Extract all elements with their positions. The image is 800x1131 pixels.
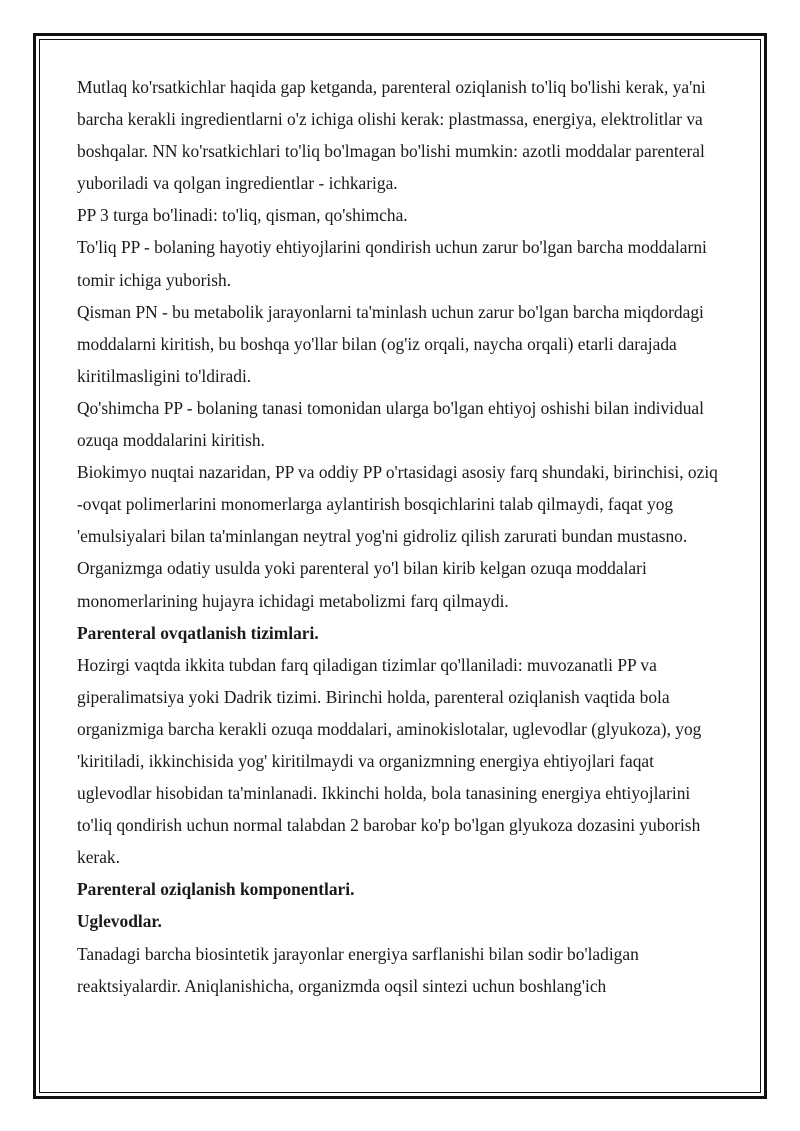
paragraph-partial-pn: Qisman PN - bu metabolik jarayonlarni ta'minlash uchun zarur bo'lgan barcha miqdordagi moddalarni kiritish, bu boshqa yo'llar bilan (og'iz orqali, naycha orqali) etarli darajada kiritilmasligini to'ldiradi. [77, 301, 704, 386]
heading-nutrition-systems: Parenteral ovqatlanish tizimlari. [77, 622, 319, 643]
heading-carbohydrates: Uglevodlar. [77, 911, 162, 932]
heading-nutrition-components: Parenteral oziqlanish komponentlari. [77, 879, 355, 900]
paragraph-nutrition-systems: Hozirgi vaqtda ikkita tubdan farq qiladigan tizimlar qo'llaniladi: muvozanatli PP va giperalimatsiya yoki Dadrik tizimi. Birinchi holda, parenteral oziqlanish vaqtida bola organizmiga barcha kerakli ozuqa moddalari, aminokislotalar, uglevodlar (glyukoza), yog 'kiritiladi, ikkinchisida yog' kiritilmaydi va organizmning energiya ehtiyojlari faqat uglevodlar hisobidan ta'minlanadi. Ikkinchi holda, bola tanasining energiya ehtiyojlarini to'liq qondirish uchun normal talabdan 2 barobar ko'p bo'lgan glyukoza dozasini yuborish kerak. [77, 654, 702, 868]
paragraph-pp-types: PP 3 turga bo'linadi: to'liq, qisman, qo'shimcha. [77, 205, 408, 226]
paragraph-supplementary-pp: Qo'shimcha PP - bolaning tanasi tomonidan ularga bo'lgan ehtiyoj oshishi bilan individual ozuqa moddalarini kiritish. [77, 397, 704, 451]
paragraph-biochemistry-difference: Biokimyo nuqtai nazaridan, PP va oddiy PP o'rtasidagi asosiy farq shundaki, birinchisi, oziq -ovqat polimerlarini monomerlarga aylantirish bosqichlarini talab qilmaydi, faqat yog 'emulsiyalari bilan ta'minlangan neytral yog'ni gidroliz qilish zarurati bundan mustasno. Organizmga odatiy usulda yoki parenteral yo'l bilan kirib kelgan ozuqa moddalari monomerlarining hujayra ichidagi metabolizmi farq qilmaydi. [77, 462, 718, 611]
document-body [77, 71, 727, 1002]
paragraph-parenteral-nutrition-completeness: Mutlaq ko'rsatkichlar haqida gap ketganda, parenteral oziqlanish to'liq bo'lishi kerak, ya'ni barcha kerakli ingredientlarni o'z ichiga olishi kerak: plastmassa, energiya, elektrolitlar va boshqalar. NN ko'rsatkichlari to'liq bo'lmagan bo'lishi mumkin: azotli moddalar parenteral yuboriladi va qolgan ingredientlar - ichkariga. [77, 77, 706, 194]
paragraph-carbohydrates: Tanadagi barcha biosintetik jarayonlar energiya sarflanishi bilan sodir bo'ladigan reaktsiyalardir. Aniqlanishicha, organizmda oqsil sintezi uchun boshlang'ich [77, 943, 639, 996]
paragraph-full-pp: To'liq PP - bolaning hayotiy ehtiyojlarini qondirish uchun zarur bo'lgan barcha moddalarni tomir ichiga yuborish. [77, 237, 707, 290]
